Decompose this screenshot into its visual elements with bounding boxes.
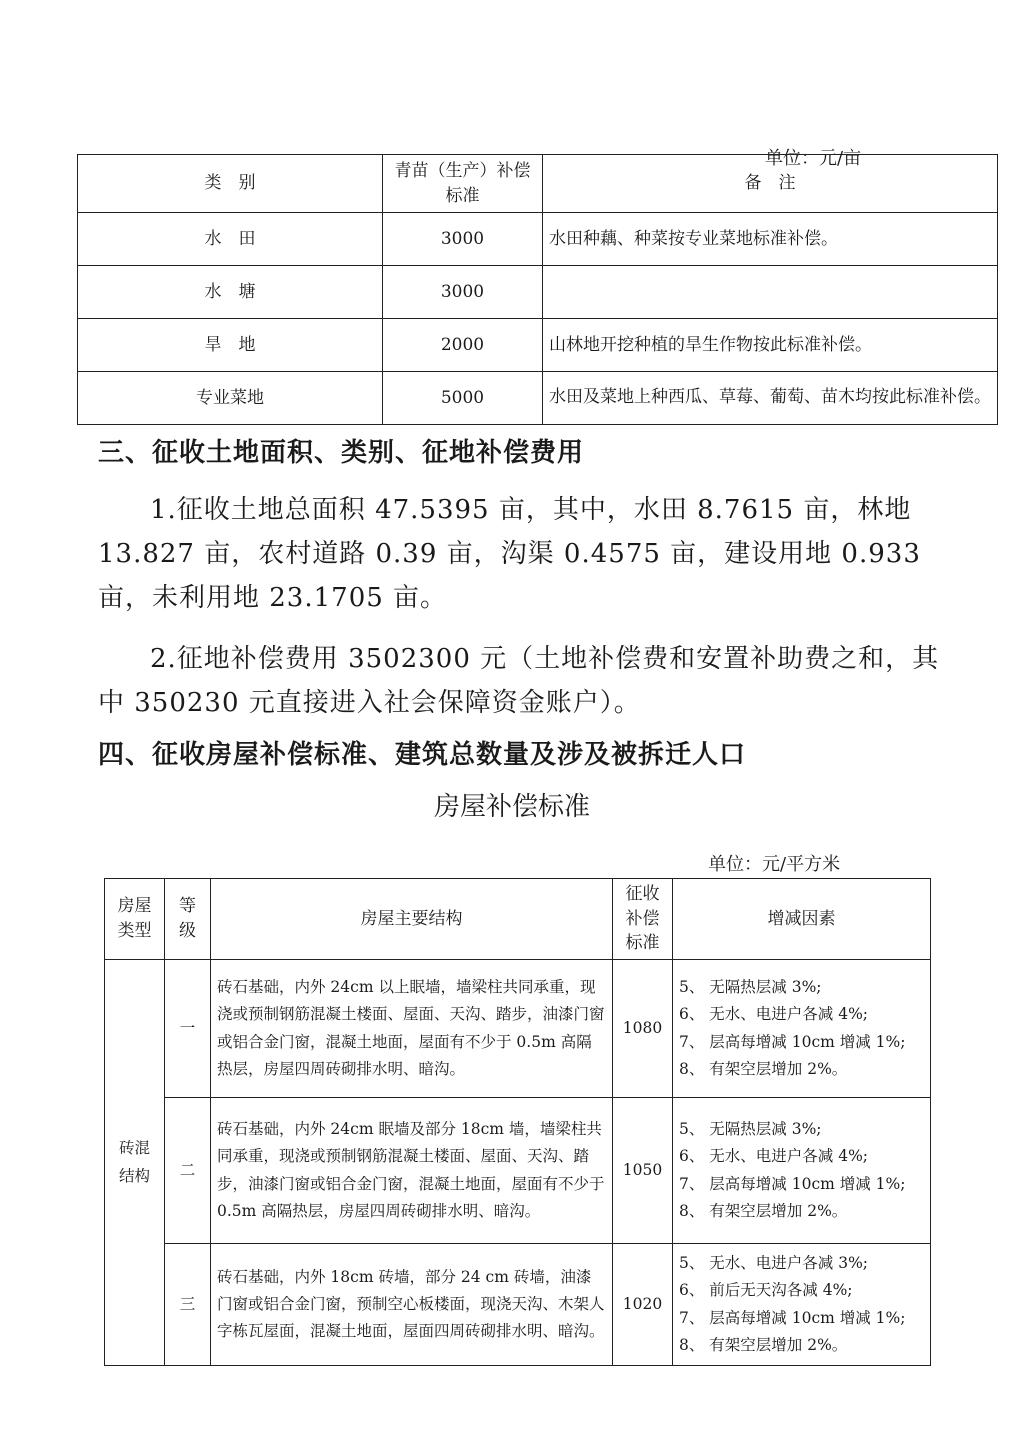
header-standard: 征收补偿标准 <box>613 879 673 960</box>
section3-paragraph-1: 1.征收土地总面积 47.5395 亩，其中，水田 8.7615 亩，林地 13.827 亩，农村道路 0.39 亩，沟渠 0.4575 亩，建设用地 0.933 亩，未利用地 23.1705 亩。 <box>98 495 921 613</box>
grade-cell: 二 <box>165 1098 211 1244</box>
table-header-row <box>78 155 998 213</box>
table-row <box>105 1244 931 1366</box>
row-category: 水 塘 <box>78 266 383 319</box>
table-row <box>78 372 998 425</box>
standard-cell: 1050 <box>613 1098 673 1244</box>
table-row <box>78 213 998 266</box>
row-standard: 2000 <box>383 319 543 372</box>
table-row <box>78 266 998 319</box>
factor-item: 6、 前后无天沟各减 4%; <box>679 1281 853 1300</box>
row-standard: 3000 <box>383 213 543 266</box>
factor-item: 5、 无隔热层减 3%; <box>679 978 822 997</box>
factor-item: 7、 层高每增减 10cm 增减 1%; <box>679 1174 906 1193</box>
table2-unit: 单位：元/平方米 <box>708 854 841 875</box>
section4-heading: 四、征收房屋补偿标准、建筑总数量及涉及被拆迁人口 <box>98 740 747 770</box>
factor-item: 5、 无隔热层减 3%; <box>679 1120 822 1139</box>
header-category: 类 别 <box>78 155 383 213</box>
factors-cell <box>673 960 931 1098</box>
row-note: 水田种藕、种菜按专业菜地标准补偿。 <box>543 213 998 266</box>
table-header-row <box>105 879 931 960</box>
factor-item: 8、 有架空层增加 2%。 <box>679 1201 848 1220</box>
header-grade: 等级 <box>165 879 211 960</box>
header-house-type: 房屋类型 <box>105 879 165 960</box>
house-table-title: 房屋补偿标准 <box>433 792 590 822</box>
row-standard: 5000 <box>383 372 543 425</box>
standard-cell: 1020 <box>613 1244 673 1366</box>
factor-item: 5、 无水、电进户各减 3%; <box>679 1254 869 1273</box>
factor-item: 8、 有架空层增加 2%。 <box>679 1335 848 1354</box>
row-standard: 3000 <box>383 266 543 319</box>
house-compensation-table <box>104 878 931 1366</box>
table-row <box>78 319 998 372</box>
table1-unit: 单位：元/亩 <box>765 148 862 169</box>
row-category: 专业菜地 <box>78 372 383 425</box>
row-note: 山林地开挖种植的旱生作物按此标准补偿。 <box>543 319 998 372</box>
row-note <box>543 266 998 319</box>
structure-cell: 砖石基础，内外 18cm 砖墙，部分 24 cm 砖墙，油漆门窗或铝合金门窗，预制空心板楼面，现浇天沟、木架人字栋瓦屋面，混凝土地面，屋面四周砖砌排水明、暗沟。 <box>211 1244 613 1366</box>
factors-cell <box>673 1098 931 1244</box>
seedling-compensation-table <box>77 154 998 425</box>
factor-item: 6、 无水、电进户各减 4%; <box>679 1147 869 1166</box>
table-row <box>105 1098 931 1244</box>
header-structure: 房屋主要结构 <box>211 879 613 960</box>
structure-cell: 砖石基础，内外 24cm 眠墙及部分 18cm 墙，墙梁柱共同承重，现浇或预制钢筋混凝土楼面、屋面、天沟、踏步，油漆门窗或铝合金门窗，混凝土地面，屋面有不少于 0.5m 高隔热层，房屋四周砖砌排水明、暗沟。 <box>211 1098 613 1244</box>
standard-cell: 1080 <box>613 960 673 1098</box>
row-category: 旱 地 <box>78 319 383 372</box>
grade-cell: 一 <box>165 960 211 1098</box>
row-category: 水 田 <box>78 213 383 266</box>
section3-paragraph-2: 2.征地补偿费用 3502300 元（土地补偿费和安置补助费之和，其中 350230 元直接进入社会保障资金账户）。 <box>98 644 940 718</box>
structure-cell: 砖石基础，内外 24cm 以上眠墙，墙梁柱共同承重，现浇或预制钢筋混凝土楼面、屋面、天沟、踏步，油漆门窗或铝合金门窗，混凝土地面，屋面有不少于 0.5m 高隔热层，房屋四周砖砌排水明、暗沟。 <box>211 960 613 1098</box>
factor-item: 6、 无水、电进户各减 4%; <box>679 1005 869 1024</box>
header-standard: 青苗（生产）补偿标准 <box>383 155 543 213</box>
grade-cell: 三 <box>165 1244 211 1366</box>
house-type-cell: 砖混结构 <box>105 960 165 1366</box>
header-note: 备 注 <box>543 155 998 213</box>
factor-item: 8、 有架空层增加 2%。 <box>679 1059 848 1078</box>
section3-heading: 三、征收土地面积、类别、征地补偿费用 <box>98 438 585 468</box>
row-note: 水田及菜地上种西瓜、草莓、葡萄、苗木均按此标准补偿。 <box>543 372 998 425</box>
factors-cell <box>673 1244 931 1366</box>
table-row <box>105 960 931 1098</box>
factor-item: 7、 层高每增减 10cm 增减 1%; <box>679 1032 906 1051</box>
header-factors: 增减因素 <box>673 879 931 960</box>
factor-item: 7、 层高每增减 10cm 增减 1%; <box>679 1308 906 1327</box>
